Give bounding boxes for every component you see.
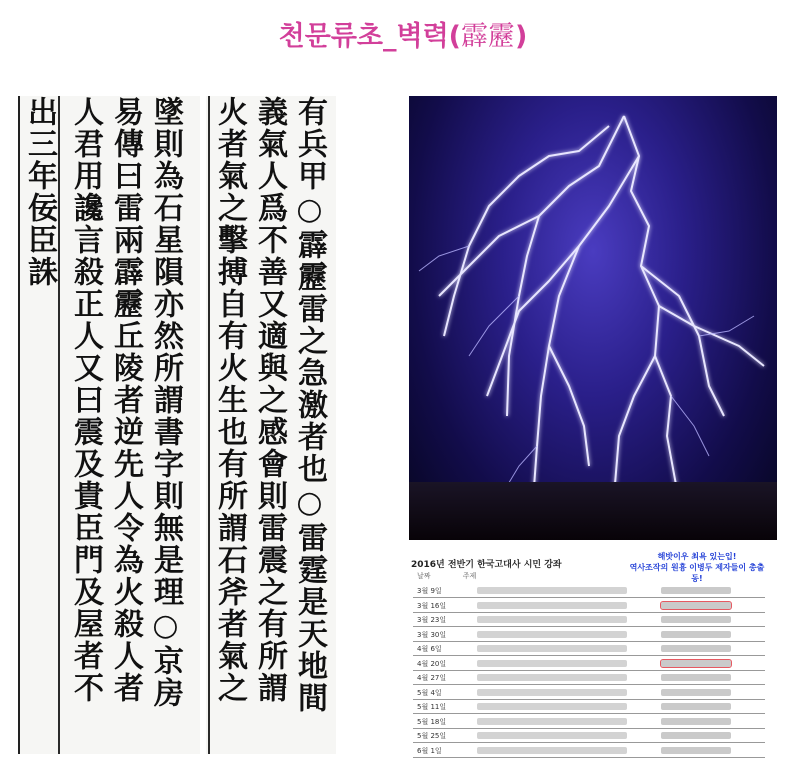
row-date: 4월 6일 [417,645,442,653]
row-date: 4월 27일 [417,674,447,682]
table-row [413,745,765,758]
table-row [413,600,765,613]
row-date: 3월 9일 [417,587,442,595]
blurred-lecturer [661,674,731,681]
table-row [413,585,765,598]
table-column-headers: 날짜 주제 [417,572,477,580]
text-column: 義氣人爲不善又適與之感會則雷震之有所謂 [252,96,287,704]
blurred-topic [477,674,627,681]
blurred-lecturer [661,718,731,725]
text-column: 易傳曰雷兩霹靂丘陵者逆先人令為火殺人者 [108,96,143,704]
blurred-lecturer [661,631,731,638]
blurred-lecturer [661,602,731,609]
blurred-lecturer [661,689,731,696]
blurred-topic [477,616,627,623]
title-hanja: 霹靂 [461,21,515,52]
city-lights [409,482,777,540]
blurred-topic [477,587,627,594]
text-column: 出三年佞臣誅 [22,96,57,288]
blurred-lecturer [661,645,731,652]
blurred-topic [477,747,627,754]
text-column: 人君用讒言殺正人又曰震及貴臣門及屋者不 [68,96,103,704]
classical-text-scan-right [206,96,336,754]
row-date: 6월 1일 [417,746,442,755]
text-column: 火者氣之擊搏自有火生也有所謂石斧者氣之 [212,96,247,704]
blurred-topic [477,660,627,667]
blurred-lecturer [661,732,731,739]
lightning-photo [409,96,777,540]
row-date: 5월 4일 [417,688,442,697]
blurred-topic [477,732,627,739]
table-annotation: 해밧이우 최욕 있는입! 역사조작의 원흉 이병두 제자들이 총출동! [629,552,765,583]
blurred-topic [477,703,627,710]
row-date: 3월 23일 [417,616,447,624]
text-column: 有兵甲○霹靂雷之急激者也○雷霆是天地間 [292,96,327,714]
table-row [413,672,765,685]
blurred-topic [477,602,627,609]
text-column: 墜則為石星隕亦然所謂書字則無是理○京房 [148,96,183,709]
blurred-lecturer [661,616,731,623]
column-divider [58,96,60,754]
blurred-topic [477,689,627,696]
row-date: 3월 30일 [417,630,447,639]
lightning-bolts [409,96,777,540]
row-date: 3월 16일 [417,601,447,610]
blurred-topic [477,645,627,652]
blurred-lecturer [661,703,731,710]
classical-text-scan-left [18,96,200,754]
table-row [413,614,765,627]
page-title: 천문류초_벽력(霹靂) [278,21,528,52]
table-row [413,730,765,743]
blurred-topic [477,631,627,638]
blurred-lecturer [661,587,731,594]
blurred-lecturer [661,747,731,754]
row-date: 5월 25일 [417,732,447,740]
blurred-topic [477,718,627,725]
table-heading: 2016년 전반기 한국고대사 시민 강좌 [411,560,562,570]
table-row [413,701,765,714]
row-date: 5월 11일 [417,703,447,711]
blurred-lecturer [661,660,731,667]
table-row [413,658,765,671]
row-date: 5월 18일 [417,717,447,726]
table-row [413,687,765,700]
table-row [413,716,765,729]
title-korean: 천문류초_벽력 [278,21,449,52]
column-divider [208,96,210,754]
lecture-table-image [407,545,785,767]
row-date: 4월 20일 [417,659,447,668]
table-row [413,629,765,642]
table-row [413,643,765,656]
